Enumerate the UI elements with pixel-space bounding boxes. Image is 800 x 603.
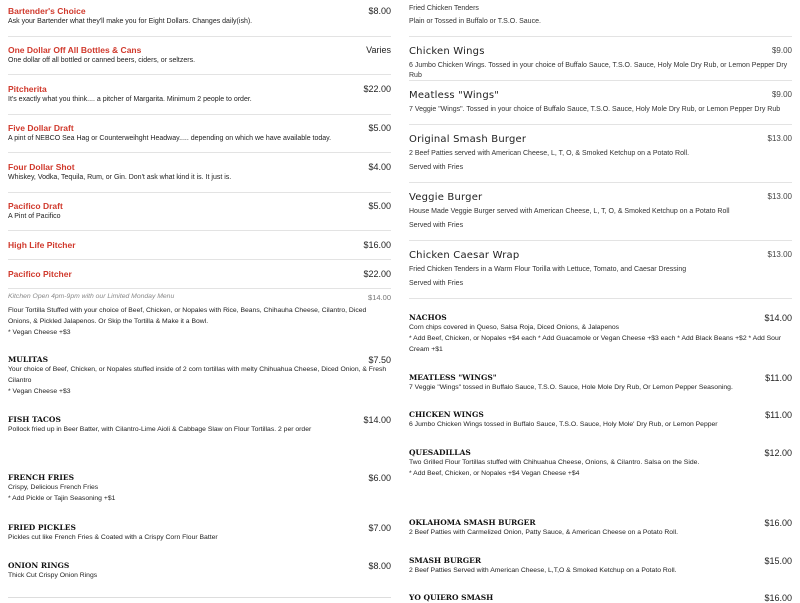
item-description: One dollar off all bottled or canned beers, ciders, or seltzers. xyxy=(8,57,196,64)
item-price: $22.00 xyxy=(363,269,391,279)
item-name: YO QUIERO SMASH xyxy=(409,593,494,602)
item-description: Fried Chicken Tenders xyxy=(409,5,479,12)
item-price: $7.00 xyxy=(368,523,391,533)
item-description: 6 Jumbo Chicken Wings. Tossed in your choice of Buffalo Sauce, T.S.O. Sauce, Holy Mole Dry Rub, or Lemon Pepper Dry Rub xyxy=(409,62,788,79)
menu-item-pitcherita[interactable] xyxy=(8,84,391,105)
item-name: NACHOS xyxy=(409,313,447,322)
item-side: Served with Fries xyxy=(409,222,464,229)
separator xyxy=(8,192,391,193)
item-note: * Add Pickle or Tajin Seasoning +$1 xyxy=(8,495,116,502)
item-description: 7 Veggie "Wings". Tossed in your choice of Buffalo Sauce, T.S.O. Sauce, Holy Mole Dry Rub, or Lemon Pepper Dry Rub xyxy=(409,106,781,113)
menu-item-original-smash-burger[interactable] xyxy=(409,134,792,173)
menu-item-four-dollar-shot[interactable] xyxy=(8,162,391,183)
item-price: $11.00 xyxy=(765,410,792,420)
menu-item-chicken-tenders[interactable] xyxy=(409,4,792,27)
item-description: A pint of NEBCO Sea Hag or Counterweihght Headway..... depending on which we have available today. xyxy=(8,135,332,142)
separator xyxy=(409,298,792,299)
item-description: Thick Cut Crispy Onion Rings xyxy=(8,572,98,579)
item-note: * Vegan Cheese +$3 xyxy=(8,329,71,336)
item-price: $22.00 xyxy=(363,84,391,94)
item-name: ONION RINGS xyxy=(8,561,70,570)
separator xyxy=(8,74,391,75)
item-price: $15.00 xyxy=(764,556,792,566)
item-name: Four Dollar Shot xyxy=(8,162,75,172)
separator xyxy=(8,259,391,260)
separator xyxy=(8,597,391,598)
separator xyxy=(8,114,391,115)
item-price: $16.00 xyxy=(764,593,792,603)
item-side: Served with Fries xyxy=(409,164,464,171)
separator xyxy=(8,36,391,37)
item-price: $5.00 xyxy=(368,123,391,133)
item-price: $13.00 xyxy=(767,192,792,201)
menu-item-fish-tacos[interactable] xyxy=(8,415,391,435)
item-price: $4.00 xyxy=(368,162,391,172)
menu-item-chicken-wings-top[interactable] xyxy=(409,46,792,81)
item-price: $6.00 xyxy=(368,473,391,483)
separator xyxy=(409,80,792,81)
item-name: Pitcherita xyxy=(8,84,47,94)
item-price: $13.00 xyxy=(767,250,792,259)
menu-item-veggie-burger[interactable] xyxy=(409,192,792,231)
menu-item-chicken-wings[interactable] xyxy=(409,410,792,430)
item-description: A Pint of Pacifico xyxy=(8,213,61,220)
menu-item-bartenders-choice[interactable] xyxy=(8,6,391,27)
menu-item-chicken-caesar-wrap[interactable] xyxy=(409,250,792,289)
item-description: 2 Beef Patties served with American Cheese, L, T, O, & Smoked Ketchup on a Potato Roll. xyxy=(409,150,690,157)
item-price: $7.50 xyxy=(368,355,391,365)
item-price: $14.00 xyxy=(363,415,391,425)
item-price: $8.00 xyxy=(368,561,391,571)
item-description: Ask your Bartender what they'll make you for Eight Dollars. Changes daily(ish). xyxy=(8,18,253,25)
item-description: Flour Tortilla Stuffed with your choice of Beef, Chicken, or Nopales with Rice, Beans, Chihauha Cheese, Cilantro, Diced Onions, & Pickled Jalapenos. Or Skip the Tortilla & Make it a Bowl. xyxy=(8,307,367,325)
item-side: Served with Fries xyxy=(409,280,464,287)
item-name: FRENCH FRIES xyxy=(8,473,74,482)
item-description: Pollock fried up in Beer Batter, with Cilantro-Lime Aioli & Cabbage Slaw on Flour Tortillas. 2 per order xyxy=(8,426,312,433)
menu-item-quesadillas[interactable] xyxy=(409,448,792,479)
menu-item-high-life-pitcher[interactable] xyxy=(8,240,391,250)
item-description: It's exactly what you think.... a pitcher of Margarita. Minimum 2 people to order. xyxy=(8,96,252,103)
menu-item-onion-rings[interactable] xyxy=(8,561,391,581)
item-description: 2 Beef Patties Served with American Cheese, L,T,O & Smoked Ketchup on a Potato Roll. xyxy=(409,567,677,574)
item-price: $9.00 xyxy=(771,90,792,99)
item-name: FISH TACOS xyxy=(8,415,61,424)
item-price: $5.00 xyxy=(368,201,391,211)
item-name: QUESADILLAS xyxy=(409,448,471,457)
kitchen-hours-notice: Kitchen Open 4pm-9pm with our Limited Monday Menu xyxy=(8,293,175,300)
item-description: 2 Beef Patties with Carmelized Onion, Patty Sauce, & American Cheese on a Potato Roll. xyxy=(409,529,678,536)
item-description: Corn chips covered in Queso, Salsa Roja, Diced Onions, & Jalapenos xyxy=(409,324,620,331)
item-price: $14.00 xyxy=(764,313,792,323)
item-note: * Add Beef, Chicken, or Nopales +$4 each * Add Guacamole or Vegan Cheese +$3 each * Add Black Beans +$2 * Add Sour Cream +$1 xyxy=(409,335,782,353)
separator xyxy=(8,230,391,231)
item-price: $13.00 xyxy=(767,134,792,143)
menu-item-mulitas[interactable] xyxy=(8,355,391,397)
overlap-banner xyxy=(8,293,391,303)
menu-item-smash-burger[interactable] xyxy=(409,556,792,576)
item-note: * Vegan Cheese +$3 xyxy=(8,388,71,395)
item-name: Bartender's Choice xyxy=(8,6,86,16)
item-name: High Life Pitcher xyxy=(8,240,76,250)
item-name: Original Smash Burger xyxy=(409,134,527,145)
menu-item-meatless-wings[interactable] xyxy=(409,373,792,393)
item-description: Fried Chicken Tenders in a Warm Flour Torilla with Lettuce, Tomato, and Caesar Dressing xyxy=(409,266,687,273)
separator xyxy=(409,182,792,183)
item-name: Pacifico Draft xyxy=(8,201,63,211)
separator xyxy=(8,152,391,153)
item-name: Chicken Wings xyxy=(409,46,485,57)
separator xyxy=(409,240,792,241)
item-description: Whiskey, Vodka, Tequila, Rum, or Gin. Don't ask what kind it is. It just is. xyxy=(8,174,232,181)
item-price: Varies xyxy=(366,45,391,55)
menu-item-fried-pickles[interactable] xyxy=(8,523,391,543)
menu-item-pacifico-draft[interactable] xyxy=(8,201,391,222)
item-price: $12.00 xyxy=(764,448,792,458)
item-price: $8.00 xyxy=(368,6,391,16)
item-name: Chicken Caesar Wrap xyxy=(409,250,520,261)
item-price: $11.00 xyxy=(765,373,792,383)
menu-item-burrito[interactable] xyxy=(8,305,391,338)
item-name: Veggie Burger xyxy=(409,192,483,203)
item-name: MEATLESS "WINGS" xyxy=(409,373,497,382)
menu-item-oklahoma-smash-burger[interactable] xyxy=(409,518,792,538)
item-subdescription: Plain or Tossed in Buffalo or T.S.O. Sauce. xyxy=(409,18,541,25)
item-name: Pacifico Pitcher xyxy=(8,269,72,279)
menu-item-meatless-wings-top[interactable] xyxy=(409,90,792,115)
item-price: $9.00 xyxy=(771,46,792,55)
item-note: * Add Beef, Chicken, or Nopales +$4 Vegan Cheese +$4 xyxy=(409,470,580,477)
item-price: $16.00 xyxy=(764,518,792,528)
menu-item-french-fries[interactable] xyxy=(8,473,391,504)
menu-item-pacifico-pitcher[interactable] xyxy=(8,269,391,279)
item-description: Crispy, Delicious French Fries xyxy=(8,484,99,491)
item-description: House Made Veggie Burger served with American Cheese, L, T, O, & Smoked Ketchup on a Potato Roll xyxy=(409,208,730,215)
item-name: SMASH BURGER xyxy=(409,556,482,565)
separator xyxy=(8,288,391,289)
item-name: Meatless "Wings" xyxy=(409,90,500,101)
item-description: 7 Veggie "Wings" tossed in Buffalo Sauce, T.S.O. Sauce, Hole Mole Dry Rub, Or Lemon Pepper Seasoning. xyxy=(409,384,733,391)
menu-item-yo-quiero-smash[interactable] xyxy=(409,593,792,602)
item-description: Your choice of Beef, Chicken, or Nopales stuffed inside of 2 corn tortillas with melty Chihuahua Cheese, Diced Onion, & Fresh Cilantro xyxy=(8,366,387,384)
menu-item-five-dollar-draft[interactable] xyxy=(8,123,391,144)
item-description: Pickles cut like French Fries & Coated with a Crispy Corn Flour Batter xyxy=(8,534,218,541)
item-price: $16.00 xyxy=(363,240,391,250)
item-name: CHICKEN WINGS xyxy=(409,410,484,419)
item-price: $14.00 xyxy=(368,293,391,302)
item-name: One Dollar Off All Bottles & Cans xyxy=(8,45,142,55)
menu-item-one-dollar-off[interactable] xyxy=(8,45,391,66)
item-description: Two Grilled Flour Tortillas stuffed with Chihuahua Cheese, Onions, & Cilantro. Salsa on the Side. xyxy=(409,459,700,466)
separator xyxy=(409,36,792,37)
item-name: Five Dollar Draft xyxy=(8,123,74,133)
separator xyxy=(409,124,792,125)
item-name: OKLAHOMA SMASH BURGER xyxy=(409,518,536,527)
item-description: 6 Jumbo Chicken Wings tossed in Buffalo Sauce, T.S.O. Sauce, Holy Mole' Dry Rub, or Lemon Pepper xyxy=(409,421,718,428)
item-name: MULITAS xyxy=(8,355,49,364)
menu-item-nachos[interactable] xyxy=(409,313,792,355)
item-name: FRIED PICKLES xyxy=(8,523,76,532)
